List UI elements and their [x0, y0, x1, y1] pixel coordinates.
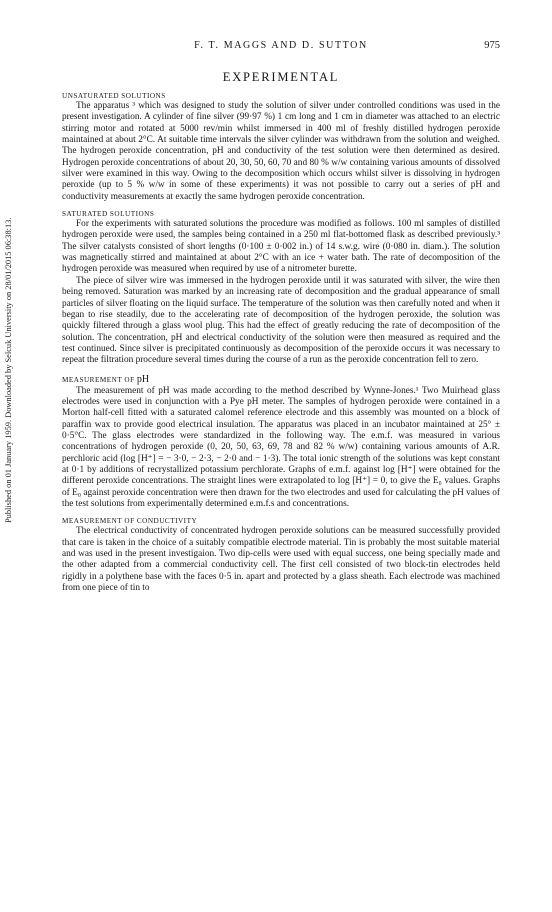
paragraph: For the experiments with saturated solutions the procedure was modified as follows. 100 ml samples of distilled hydrogen peroxide were used, the samples being contained in a 250 ml flat-bottomed flask as described previously.³ The silver catalysts consisted of short lengths (0·100 ± 0·002 in.) of 14 s.w.g. wire (0·080 in. diam.). The solution was magnetically stirred and maintained at about 2°C with an ice + water bath. The rate of decomposition of the hydrogen peroxide was measured when required by use of a nitrometer burette. [62, 219, 500, 275]
subsection-heading: SATURATED SOLUTIONS [62, 210, 155, 219]
subsection-heading: UNSATURATED SOLUTIONS [62, 92, 166, 100]
paragraph: The measurement of pH was made according to the method described by Wynne-Jones.¹ Two Muirhead glass electrodes were used in conjunction with a Pye pH meter. The samples of hydrogen peroxide were contained in a Morton half-cell fitted with a saturated calomel reference electrode and this assembly was mounted on a block of paraffin wax to provide good electrical insulation. The apparatus was placed in an incubator maintained at 25° ± 0·5°C. The glass electrodes were standardized in the following way. The e.m.f. was measured in various concentrations of hydrogen peroxide (0, 20, 50, 63, 69, 78 and 82 % w/w) containing various amounts of A.R. perchloric acid (log [H⁺] = − 3·0, − 2·3, − 2·0 and − 1·3). The total ionic strength of the solutions was kept constant at 0·1 by additions of recrystallized potassium perchlorate. Graphs of e.m.f. against log [H⁺] were obtained for the different peroxide concentrations. The straight lines were extrapolated to log [H⁺] = 0, to give the E₀ values. Graphs of E₀ against peroxide concentration were then drawn for the two electrodes and used for calculating the pH values of the test solutions from experimentally determined e.m.f.s and concentrations. [62, 385, 500, 509]
subsection-heading: MEASUREMENT OF CONDUCTIVITY [62, 517, 198, 526]
paragraph: The apparatus ³ which was designed to study the solution of silver under controlled conditions was used in the present investigation. A cylinder of fine silver (99·97 %) 1 cm long and 1 cm in diameter was attached to an electric stirring motor and rotated at 5000 rev/min whilst immersed in 400 ml of freshly distilled hydrogen peroxide maintained at about 2°C. At suitable time intervals the silver cylinder was withdrawn from the solution and weighed. The hydrogen peroxide concentration, pH and conductivity of the test solution were then determined as desired. Hydrogen peroxide concentrations of about 20, 30, 50, 60, 70 and 80 % w/w containing various amounts of dissolved silver were examined in this way. Owing to the decomposition which occurs whilst silver is dissolving in hydrogen peroxide (up to 5 % w/w in some of these experiments) it was not possible to carry out a series of pH and conductivity measurements at exactly the same hydrogen peroxide concentration. [62, 101, 500, 202]
section-measurement-of-ph [62, 374, 500, 511]
running-header [62, 40, 500, 58]
heading-text: MEASUREMENT OF [62, 375, 135, 384]
section-title: EXPERIMENTAL [222, 70, 340, 84]
paragraph: The piece of silver wire was immersed in the hydrogen peroxide until it was saturated with silver, the wire then being removed. Saturation was marked by an increasing rate of decomposition and the gradual appearance of small particles of silver floating on the liquid surface. The temperature of the solution was then carefully noted and when it began to rise steadily, due to the accelerating rate of decomposition of the hydrogen peroxide, the solution was quickly filtered through a glass wool plug. This had the effect of greatly reducing the rate of decomposition of the solution. The concentration, pH and electrical conductivity of the solution were then measured as required and the test continued. Since silver is precipitated continuously as decomposition of the peroxide occurs it was necessary to repeat the filtration procedure several times during the course of a run as the peroxide concentration fell to zero. [62, 275, 500, 366]
heading-ph: pH [136, 373, 150, 385]
header-authors: F. T. MAGGS AND D. SUTTON [194, 40, 368, 51]
subsection-heading [62, 374, 500, 385]
page-number: 975 [484, 40, 500, 51]
page-content [62, 40, 500, 594]
paragraph: The electrical conductivity of concentrated hydrogen peroxide solutions can be measured successfully provided that care is taken in the choice of a suitably compatible electrode material. Tin is probably the most suitable material and was used in the present investigaion. Two dip-cells were used with equal success, one being specially made and the other adapted from a commercial conductivity cell. The first cell consisted of two block-tin electrodes held rigidly in a polythene base with the faces 0·5 in. apart and protected by a glass sheath. Each electrode was machined from one piece of tin to [62, 526, 500, 594]
sidebar-provenance-text: Published on 01 January 1959. Downloaded by Selcuk University on 28/01/2015 06:38:13. [4, 217, 13, 523]
section-measurement-of-conductivity [62, 517, 500, 594]
section-unsaturated-solutions [62, 92, 500, 203]
section-saturated-solutions [62, 210, 500, 366]
